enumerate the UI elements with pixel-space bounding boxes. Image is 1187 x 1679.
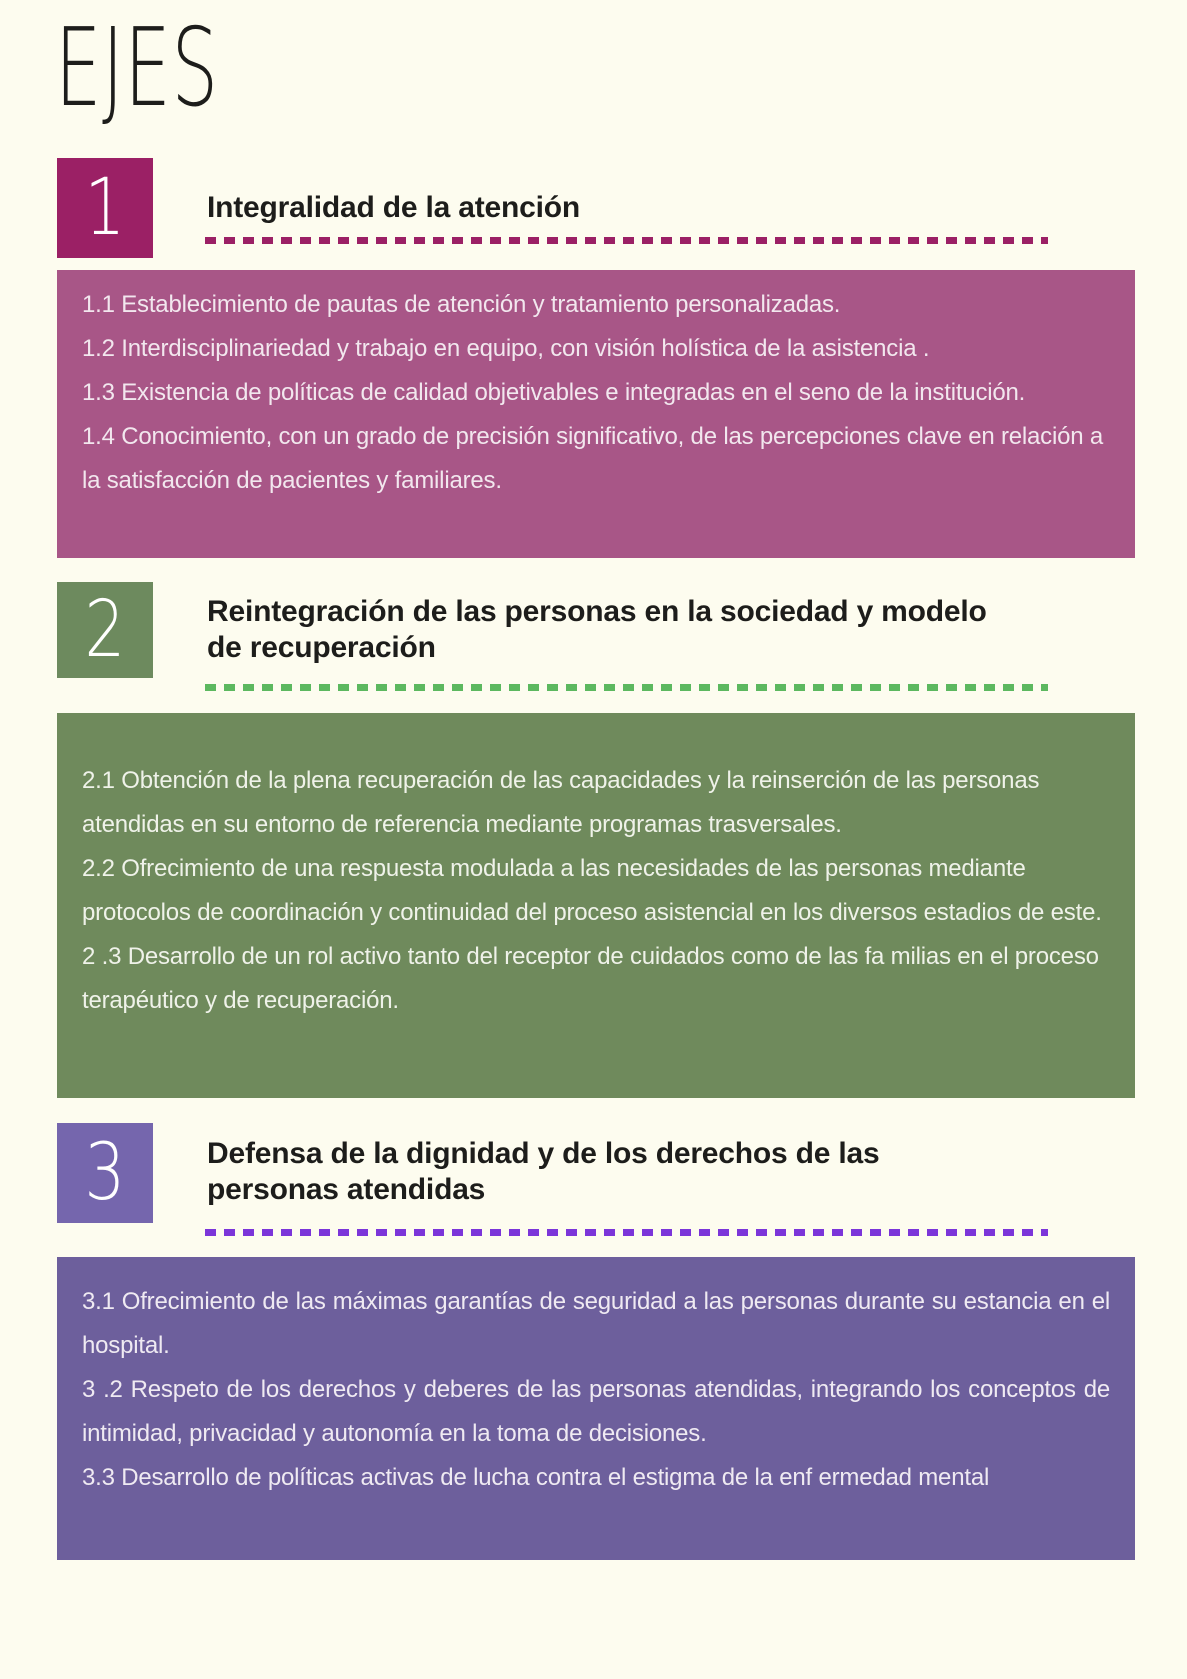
section-3-number: 3 — [84, 1128, 126, 1218]
section-1-item-2: 1.2 Interdisciplinariedad y trabajo en equipo, con visión holística de la asistencia . — [82, 335, 930, 362]
section-2-heading: Reintegración de las personas en la sociedad y modelo de recuperación — [207, 595, 987, 664]
section-1-number-badge — [57, 158, 153, 258]
section-2-number-badge — [57, 582, 153, 678]
section-3-item-3: 3.3 Desarrollo de políticas activas de lucha contra el estigma de la enf ermedad mental — [82, 1464, 990, 1491]
section-1-item-4: 1.4 Conocimiento, con un grado de precisión significativo, de las percepciones clave en relación a la satisfacción de pacientes y familiares. — [82, 423, 1104, 494]
section-1-content-box — [57, 270, 1135, 558]
section-1-heading: Integralidad de la atención — [207, 191, 581, 224]
section-3-item-1: 3.1 Ofrecimiento de las máximas garantías de seguridad a las personas durante su estancia en el hospital. — [82, 1288, 1110, 1359]
section-3-content-box — [57, 1257, 1135, 1560]
section-2-item-3: 2 .3 Desarrollo de un rol activo tanto del receptor de cuidados como de las fa milias en el proceso terapéutico y de recuperación. — [82, 943, 1099, 1014]
section-3-item-2: 3 .2 Respeto de los derechos y deberes de las personas atendidas, integrando los conceptos de intimidad, privacidad y autonomía en la toma de decisiones. — [82, 1376, 1110, 1447]
section-3-number-badge — [57, 1123, 153, 1223]
section-1-item-3: 1.3 Existencia de políticas de calidad objetivables e integradas en el seno de la institución. — [82, 379, 1026, 406]
section-2-number: 2 — [84, 585, 126, 675]
section-1-item-1: 1.1 Establecimiento de pautas de atención y tratamiento personalizadas. — [82, 291, 841, 318]
section-2-item-2: 2.2 Ofrecimiento de una respuesta modulada a las necesidades de las personas mediante protocolos de coordinación y continuidad del proceso asistencial en los diversos estadios de este. — [82, 855, 1102, 926]
section-3-dotted-divider — [205, 1229, 1048, 1236]
section-1-dotted-divider — [205, 237, 1048, 244]
section-1-number: 1 — [84, 163, 126, 253]
section-2-item-1: 2.1 Obtención de la plena recuperación de las capacidades y la reinserción de las personas atendidas en su entorno de referencia mediante programas trasversales. — [82, 767, 1040, 838]
page-title: EJES — [55, 6, 219, 131]
section-2-content-box — [57, 713, 1135, 1098]
section-2-dotted-divider — [205, 684, 1048, 691]
section-3-heading: Defensa de la dignidad y de los derechos de las personas atendidas — [207, 1137, 880, 1206]
